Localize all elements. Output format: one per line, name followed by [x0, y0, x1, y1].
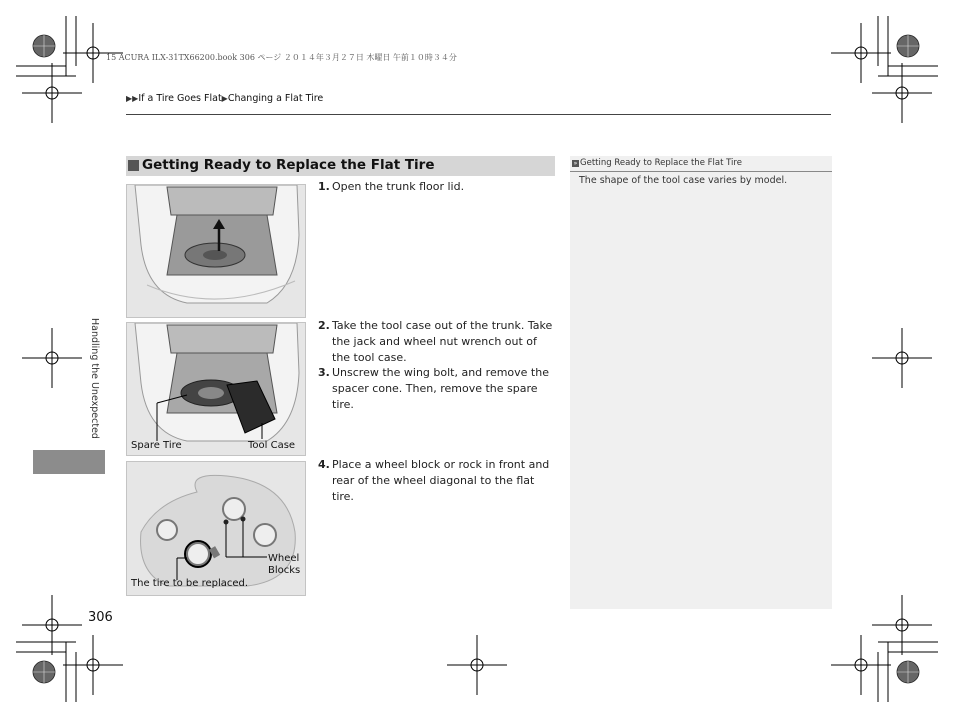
header-rule: [126, 114, 831, 115]
spare-tire-illustration: [127, 323, 305, 455]
step-number: 3.: [318, 366, 330, 379]
chapter-tab-marker: [33, 450, 105, 474]
reference-sidebar: [570, 156, 832, 609]
step-3: [318, 365, 558, 413]
section-heading: [126, 156, 555, 176]
reference-arrow-icon: »: [573, 160, 578, 167]
section-title: Getting Ready to Replace the Flat Tire: [142, 157, 435, 173]
step-text: Open the trunk floor lid.: [332, 180, 465, 193]
label-tool-case: Tool Case: [248, 440, 296, 451]
step-number: 1.: [318, 180, 330, 193]
sidebar-title[interactable]: Getting Ready to Replace the Flat Tire: [580, 158, 742, 168]
step-4: [318, 457, 558, 505]
step-text: Unscrew the wing bolt, and remove the spacer cone. Then, remove the spare tire.: [332, 366, 549, 411]
step-number: 2.: [318, 319, 330, 332]
step-number: 4.: [318, 458, 330, 471]
breadcrumb-arrows: ▶▶: [126, 94, 139, 103]
figure-wheel-blocks: [126, 461, 306, 596]
chapter-side-label: Handling the Unexpected: [89, 318, 100, 439]
breadcrumb-current: Changing a Flat Tire: [227, 93, 324, 104]
print-info-line: 15 ACURA ILX-31TX66200.book 306 ページ ２０１４年３月２７日 木曜日 午前１０時３４分: [106, 53, 457, 62]
label-wheel-blocks-line2: Blocks: [268, 565, 301, 576]
figure-spare-tire-and-tool-case: [126, 322, 306, 456]
breadcrumb-separator: ▶: [221, 94, 228, 103]
trunk-illustration: [127, 185, 305, 317]
label-wheel-blocks-line1: Wheel: [268, 553, 300, 564]
sidebar-header: [570, 156, 832, 172]
page-number: 306: [88, 610, 113, 625]
step-text: Place a wheel block or rock in front and rear of the wheel diagonal to the flat tire.: [332, 458, 550, 503]
figure-open-trunk-lid: [126, 184, 306, 318]
breadcrumb: [126, 93, 323, 104]
label-tire-to-replace: The tire to be replaced.: [131, 578, 249, 589]
step-1: [318, 179, 558, 195]
step-2: [318, 318, 558, 366]
breadcrumb-link-parent[interactable]: If a Tire Goes Flat: [138, 93, 222, 104]
step-text: Take the tool case out of the trunk. Take the jack and wheel nut wrench out of the tool case.: [332, 319, 553, 364]
section-square-icon: [128, 160, 139, 171]
label-spare-tire: Spare Tire: [131, 440, 182, 451]
sidebar-note: The shape of the tool case varies by model.: [579, 175, 788, 186]
